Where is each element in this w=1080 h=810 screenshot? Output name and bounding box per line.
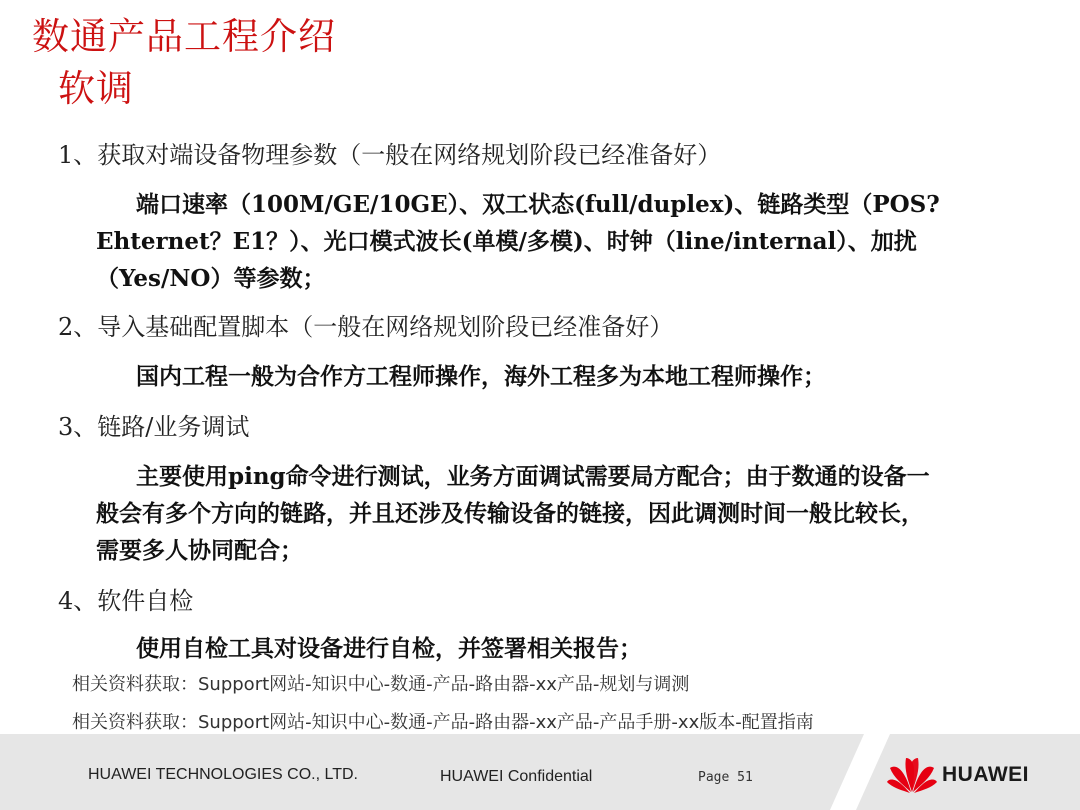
page-number: Page 51 <box>698 770 753 785</box>
section-heading-1: 1、获取对端设备物理参数（一般在网络规划阶段已经准备好） <box>58 141 722 169</box>
footer-divider-icon <box>830 734 890 810</box>
section-heading-2: 2、导入基础配置脚本（一般在网络规划阶段已经准备好） <box>58 313 674 341</box>
slide-subtitle: 软调 <box>58 67 134 110</box>
footer-bar <box>0 734 1080 810</box>
section-body-4: 使用自检工具对设备进行自检，并签署相关报告； <box>136 635 642 662</box>
footer-confidential: HUAWEI Confidential <box>440 768 593 785</box>
huawei-logo-text: HUAWEI <box>942 763 1029 786</box>
section-body-1: 端口速率（100M/GE/10GE）、双工状态(full/duplex)、链路类型（POS? Ehternet？E1？）、光口模式波长(单模/多模)、时钟（line/internal）、加扰 （Yes/NO）等参数； <box>96 191 940 292</box>
reference-link-1: 相关资料获取：Support网站-知识中心-数通-产品-路由器-xx产品-规划与调测 <box>72 674 690 695</box>
section-heading-4: 4、软件自检 <box>58 587 194 615</box>
slide-title: 数通产品工程介绍 <box>32 15 336 58</box>
section-heading-3: 3、链路/业务调试 <box>58 413 250 441</box>
footer-company: HUAWEI TECHNOLOGIES CO., LTD. <box>88 766 358 783</box>
section-body-2: 国内工程一般为合作方工程师操作，海外工程多为本地工程师操作； <box>136 363 826 390</box>
huawei-petal-icon <box>886 752 938 796</box>
huawei-logo <box>886 752 1050 796</box>
section-body-3: 主要使用ping命令进行测试，业务方面调试需要局方配合；由于数通的设备一 般会有多个方向的链路，并且还涉及传输设备的链接，因此调测时间一般比较长， 需要多人协同配合； <box>96 463 930 564</box>
reference-link-2: 相关资料获取：Support网站-知识中心-数通-产品-路由器-xx产品-产品手册-xx版本-配置指南 <box>72 712 814 733</box>
